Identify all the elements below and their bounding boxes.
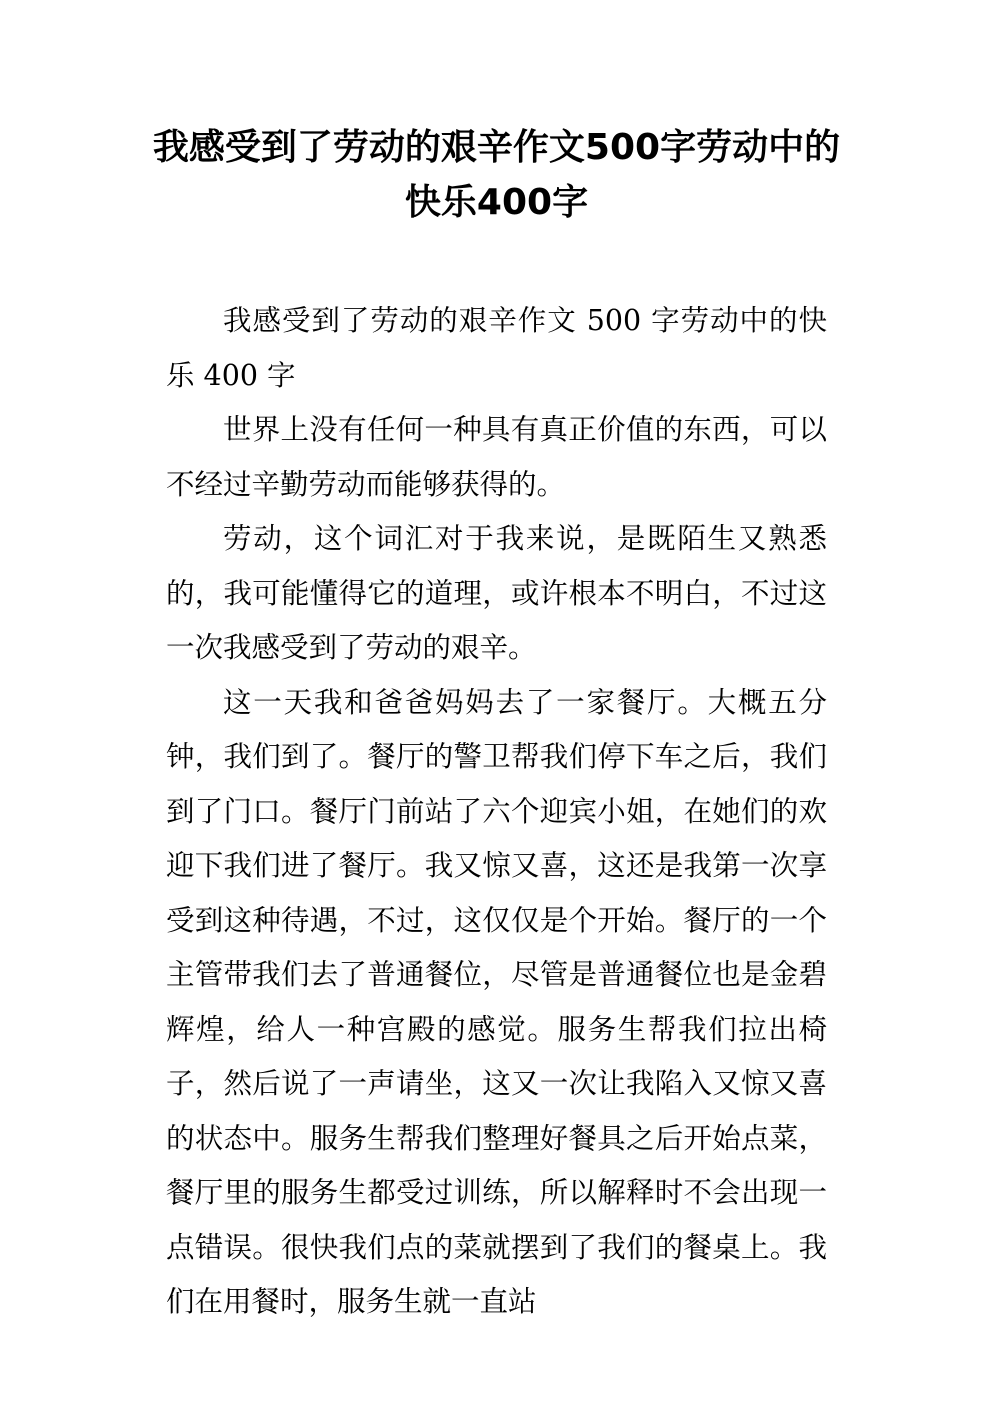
paragraph: 这一天我和爸爸妈妈去了一家餐厅。大概五分钟，我们到了。餐厅的警卫帮我们停下车之后，我们到了门口。餐厅门前站了六个迎宾小姐，在她们的欢迎下我们进了餐厅。我又惊又喜，这还是我第一次享受到这种待遇，不过，这仅仅是个开始。餐厅的一个主管带我们去了普通餐位，尽管是普通餐位也是金碧辉煌，给人一种宫殿的感觉。服务生帮我们拉出椅子，然后说了一声请坐，这又一次让我陷入又惊又喜的状态中。服务生帮我们整理好餐具之后开始点菜，餐厅里的服务生都受过训练，所以解释时不会出现一点错误。很快我们点的菜就摆到了我们的餐桌上。我们在用餐时，服务生就一直站 (166, 685, 827, 1318)
paragraph: 劳动，这个词汇对于我来说，是既陌生又熟悉的，我可能懂得它的道理，或许根本不明白，不过这一次我感受到了劳动的艰辛。 (166, 522, 827, 664)
document-title: 我感受到了劳动的艰辛作文500字劳动中的快乐400字 (152, 127, 841, 223)
paragraph: 世界上没有任何一种具有真正价值的东西，可以不经过辛勤劳动而能够获得的。 (166, 413, 827, 501)
document-body (166, 294, 827, 1330)
paragraph: 我感受到了劳动的艰辛作文 500 字劳动中的快乐 400 字 (166, 304, 827, 392)
